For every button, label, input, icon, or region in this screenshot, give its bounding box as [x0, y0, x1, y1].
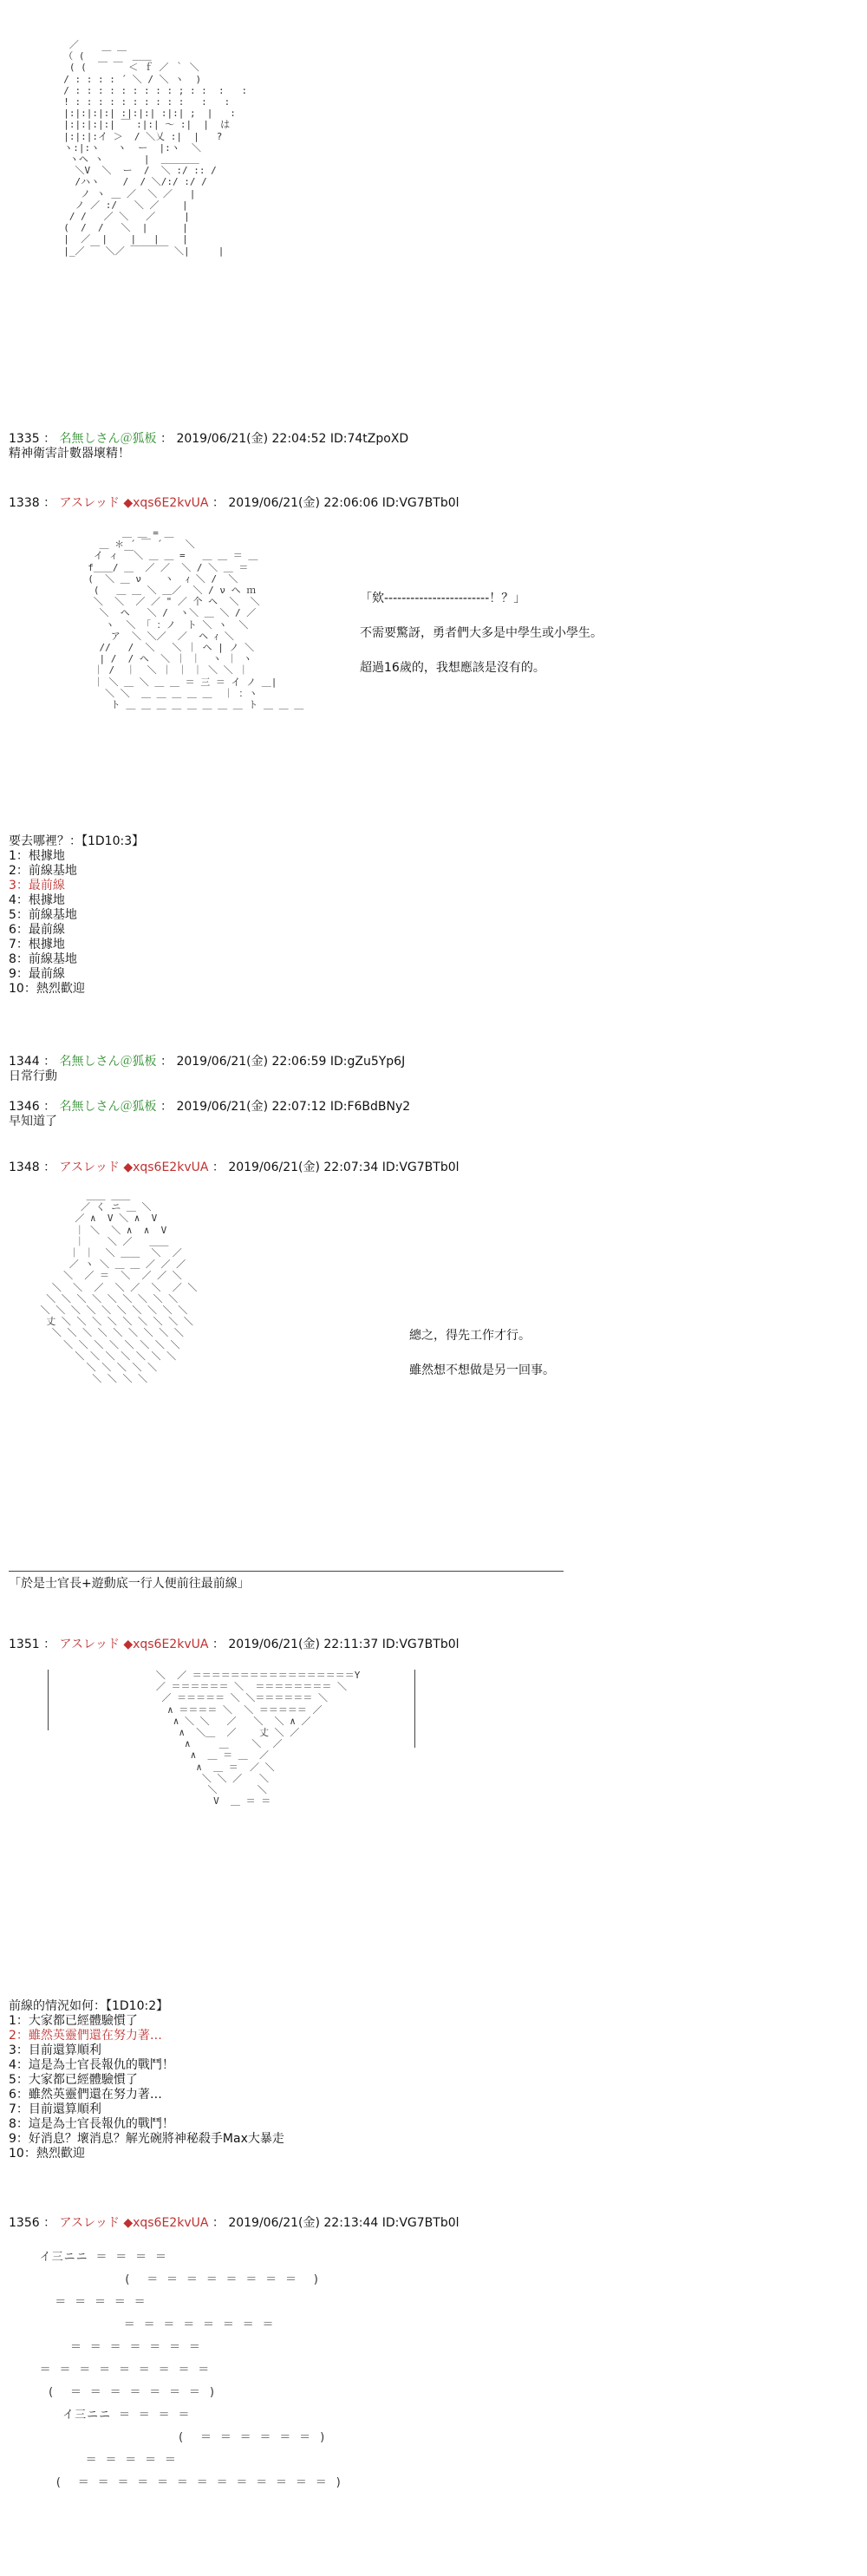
- post-date: 2019/06/21(金) 22:06:06 ID:VG7BTb0l: [228, 496, 460, 510]
- post-1338-choices: [9, 834, 144, 997]
- post-1338-side-text: [360, 572, 603, 677]
- post-header: 1344 ： 名無しさん＠狐板 ： 2019/06/21(金) 22:06:59 ID:gZu5Yp6J: [9, 1055, 406, 1069]
- post-number: 1351: [9, 1638, 40, 1651]
- post-number: 1346: [9, 1100, 40, 1114]
- choice-item: 1：大家都已經體驗慣了: [9, 2014, 138, 2028]
- post-number: 1344: [9, 1055, 40, 1069]
- post-number: 1348: [9, 1161, 40, 1174]
- choice-item: 9：好消息？壞消息？解光碗將神秘殺手Max大暴走: [9, 2132, 284, 2146]
- post-1335: [9, 432, 408, 461]
- poster-trip: ◆xqs6E2kvUA: [123, 496, 209, 510]
- choice-item: 6：雖然英靈們還在努力著…: [9, 2088, 162, 2102]
- side-line: 不需要驚訝，勇者們大多是中學生或小學生。: [360, 626, 603, 640]
- poster-name[interactable]: 名無しさん＠狐板: [59, 1055, 157, 1069]
- ascii-art-2: ＿ ＿ = ＿ ＿ ＊ ´ ￣ ´ ＼ イ ィ ￣＼ ＿ ＿ = ＿ ＿ ＝ ＿ f＿＿/ ＿ ／ ／ ＼ / ＼ ＿ ＝ ( ＼ ＿ ν ヽ ｨ ＼ / ＼ ( ＿ ＿ ＼ ＿／ ＼ / ν ヘ ｍ ＼ ＼ ／ ／ " ／ 个 ヘ ＼ ＼ ＼ ヘ ＼ / ヽ＼ ＿ ＼ / ／ ヽ ＼ 「 ：ノ ト ＼ ヽ ＼ ア ＼ ＼／ ／ ヘ ｨ ＼ // / ＼ ＼ ｜ ヘ | ノ ＼ | / / ヘ ＼ ｜ ｜ ヽ ｜ ヽ ｜ / ｜ ＼ ｜ ｜ ｜ ＼ ＼ ｜ ｜ ＼ ＿ ＼ ＿ ＿ ＝ 三 ＝ イ ノ ＿| ＼ ＼ ＿ ＿ ＿ ＿ ＿ ｜ ：ヽ ト ＿ ＿ ＿ ＿ ＿ ＿ ＿ ＿ ト ＿ ＿ ＿: [88, 527, 304, 711]
- post-1338: [9, 496, 460, 511]
- choice-item: 3：目前還算順利: [9, 2043, 101, 2057]
- post-date: 2019/06/21(金) 22:13:44 ID:VG7BTb0l: [228, 2216, 460, 2230]
- side-line: 雖然想不想做是另一回事。: [409, 1363, 555, 1377]
- poster-name[interactable]: アスレッド: [59, 1161, 120, 1174]
- post-header: 1335 ： 名無しさん＠狐板 ： 2019/06/21(金) 22:04:52 ID:74tZpoXD: [9, 432, 409, 446]
- choice-item: 10：熱烈歡迎: [9, 982, 85, 996]
- post-header: 1338 ： アスレッド ◆xqs6E2kvUA ： 2019/06/21(金) 22:06:06 ID:VG7BTb0l: [9, 496, 460, 510]
- post-number: 1356: [9, 2216, 40, 2230]
- post-1348: [9, 1161, 460, 1175]
- ascii-art-1: ／ （ ( ￣ ￣ ＿＿ ( ( ￣ ￣ ＜ ｆ ／ ｀ ＼ / : : : : ´ ＼ / ＼ ヽ ) / : : : : : : : : : ; : : : : ! : : : : : : : : : : : : |:|:|:|:| :|:|:| :|:| ; | : |:|:|:|:| ￣ :|:| ～ :| | は |:|:|:イ ＞ / ＼乂 :| | ? ヽ:|:ヽ ヽ ー |:ヽ ＼ ヽヘ ヽ | ＿＿＿＿ ＼V ＼ ー / ＼ :/ :: / /ハヽ / / ＼/:/ :/ / ノ ヽ ＿ ／ ＼ ／ | ノ ／ :/ ＼ ／ | / / ／ ＼ ／ | ( / / ＼ | | | ／ | | | | |_／ ￣ ＼／ ￣￣￣￣ ＼| |: [63, 39, 248, 257]
- poster-trip: ◆xqs6E2kvUA: [123, 2216, 209, 2230]
- poster-name[interactable]: 名無しさん＠狐板: [59, 432, 157, 446]
- post-date: 2019/06/21(金) 22:11:37 ID:VG7BTb0l: [228, 1638, 460, 1651]
- poster-name[interactable]: アスレッド: [59, 2216, 120, 2230]
- post-number: 1338: [9, 496, 40, 510]
- choice-item-selected: 3：最前線: [9, 879, 65, 892]
- post-date: 2019/06/21(金) 22:06:59 ID:gZu5Yp6J: [176, 1055, 406, 1069]
- post-header: 1346 ： 名無しさん＠狐板 ： 2019/06/21(金) 22:07:12 ID:F6BdBNy2: [9, 1100, 411, 1114]
- choice-item: 5：大家都已經體驗慣了: [9, 2073, 138, 2087]
- choice-item: 1：根據地: [9, 849, 65, 863]
- side-line: 總之，得先工作才行。: [409, 1329, 531, 1343]
- choice-item: 8：這是為士官長報仇的戰鬥！: [9, 2117, 174, 2131]
- post-date: 2019/06/21(金) 22:04:52 ID:74tZpoXD: [176, 432, 409, 446]
- aa-line-left: [48, 1670, 49, 1730]
- choice-item: 5：前線基地: [9, 908, 77, 922]
- post-date: 2019/06/21(金) 22:07:12 ID:F6BdBNy2: [176, 1100, 411, 1114]
- post-header: 1351 ： アスレッド ◆xqs6E2kvUA ： 2019/06/21(金) 22:11:37 ID:VG7BTb0l: [9, 1638, 460, 1651]
- choice-item: 6：最前線: [9, 923, 65, 937]
- poster-name[interactable]: 名無しさん＠狐板: [59, 1100, 157, 1114]
- divider: [9, 1571, 564, 1572]
- poster-trip: ◆xqs6E2kvUA: [123, 1638, 209, 1651]
- choice-item: 4：根據地: [9, 893, 65, 907]
- aa-line-right: [414, 1670, 415, 1748]
- post-date: 2019/06/21(金) 22:07:34 ID:VG7BTb0l: [228, 1161, 460, 1174]
- post-1351-choices: [9, 1999, 284, 2161]
- choice-item: 10：熱烈歡迎: [9, 2147, 85, 2161]
- choice-item: 9：最前線: [9, 967, 65, 981]
- post-body: 日常行動: [9, 1069, 57, 1083]
- post-1351: [9, 1638, 460, 1652]
- post-body: 精神衛害計數器壞精！: [9, 447, 130, 461]
- poster-name[interactable]: アスレッド: [59, 496, 120, 510]
- caption: 「於是士官長+遊動底一行人便前往最前線」: [9, 1577, 250, 1591]
- choice-item: 8：前線基地: [9, 952, 77, 966]
- post-1356: [9, 2216, 460, 2231]
- ascii-art-3: ＿＿ ＿＿ ／ く ニ ＿ ＼ ／ ∧ V ＼ ∧ V ｜ ＼ ＼ ∧ ∧ V ｜ ＼ ／ ＿＿ ｜ ｜ ＼ ＿＿ ＼ ／ ／ ヽ ＼ ＿ ＿ ／ ／ ／ ＼ ／ ＝ ＼ ／ ／ ＼ ＼ ＼ ／ ＼ ／ ＼ ／ ＼ ＼ ＼ ＼ ＼ ＼ ＼ ＼ ＼ ＼ ＼ ＼ ＼ ＼ ＼ ＼ ＼ ＼ ＼ ＼ 丈 ＼ ＼ ＼ ＼ ＼ ＼ ＼ ＼ ＼ ＼ ＼ ＼ ＼ ＼ ＼ ＼ ＼ ＼ ＼ ＼ ＼ ＼ ＼ ＼ ＼ ＼ ＼ ＼ ＼ ＼ ＼ ＼ ＼ ＼ ＼ ＼ ＼ ＼ ＼ ＼ ＼ ＼: [40, 1190, 198, 1385]
- post-1348-caption: [9, 1577, 250, 1592]
- choice-item-selected: 2：雖然英靈們還在努力著…: [9, 2029, 162, 2043]
- post-header: 1348 ： アスレッド ◆xqs6E2kvUA ： 2019/06/21(金) 22:07:34 ID:VG7BTb0l: [9, 1161, 460, 1174]
- ascii-art-5: イ三ニニ ＝ ＝ ＝ ＝ ( ＝ ＝ ＝ ＝ ＝ ＝ ＝ ＝ ) ＝ ＝ ＝ ＝ ＝ ＝ ＝ ＝ ＝ ＝ ＝ ＝ ＝ ＝ ＝ ＝ ＝ ＝ ＝ ＝ ＝ ＝ ＝ ＝ ＝ ＝ ＝ ＝ ＝ ( ＝ ＝ ＝ ＝ ＝ ＝ ＝ ) イ三ニニ ＝ ＝ ＝ ＝ ( ＝ ＝ ＝ ＝ ＝ ＝ ) ＝ ＝ ＝ ＝ ＝ ( ＝ ＝ ＝ ＝ ＝ ＝ ＝ ＝ ＝ ＝ ＝ ＝ ＝ ): [39, 2251, 343, 2489]
- choice-item: 7：目前還算順利: [9, 2102, 101, 2116]
- choice-item: 2：前線基地: [9, 864, 77, 878]
- dice-title: 前線的情況如何：【1D10:2】: [9, 1999, 169, 2013]
- post-1344: [9, 1055, 405, 1084]
- choice-item: 7：根據地: [9, 938, 65, 951]
- post-1348-side-text: [409, 1310, 555, 1379]
- side-line: 超過16歲的，我想應該是沒有的。: [360, 661, 545, 675]
- poster-name[interactable]: アスレッド: [59, 1638, 120, 1651]
- post-body: 早知道了: [9, 1115, 57, 1128]
- poster-trip: ◆xqs6E2kvUA: [123, 1161, 209, 1174]
- post-number: 1335: [9, 432, 40, 446]
- dice-title: 要去哪裡？：【1D10:3】: [9, 834, 145, 848]
- post-header: 1356 ： アスレッド ◆xqs6E2kvUA ： 2019/06/21(金) 22:13:44 ID:VG7BTb0l: [9, 2216, 460, 2230]
- post-1346: [9, 1100, 410, 1129]
- choice-item: 4：這是為士官長報仇的戰鬥！: [9, 2058, 174, 2072]
- ascii-art-4: ＼ ／ ＝＝＝＝＝＝＝＝＝＝＝＝＝＝＝＝＝Y ／ ＝＝＝＝＝＝ ＼ ＝＝＝＝＝＝＝＝ ＼ ／ ＝＝＝＝＝ ＼ ＼＝＝＝＝＝＝ ＼ ∧ ＝＝＝＝ ＼ ＼ ＝＝＝＝＝ ／ ∧ ＼ ＼ ／ ＼ ＼ ∧ ／ ∧ ＼＿ ／ 丈 ＼ ／ ∧ ＿ ＼ ／ ∧ ＿ ＝ ＿ ／ ∧ ＿ ＝ ／ ＼ ＼ ＼ ／ ＼ ＼ ＼ V ＿ ＝ ＝: [155, 1670, 361, 1808]
- side-line: 「欸------------------------！？」: [360, 592, 526, 605]
